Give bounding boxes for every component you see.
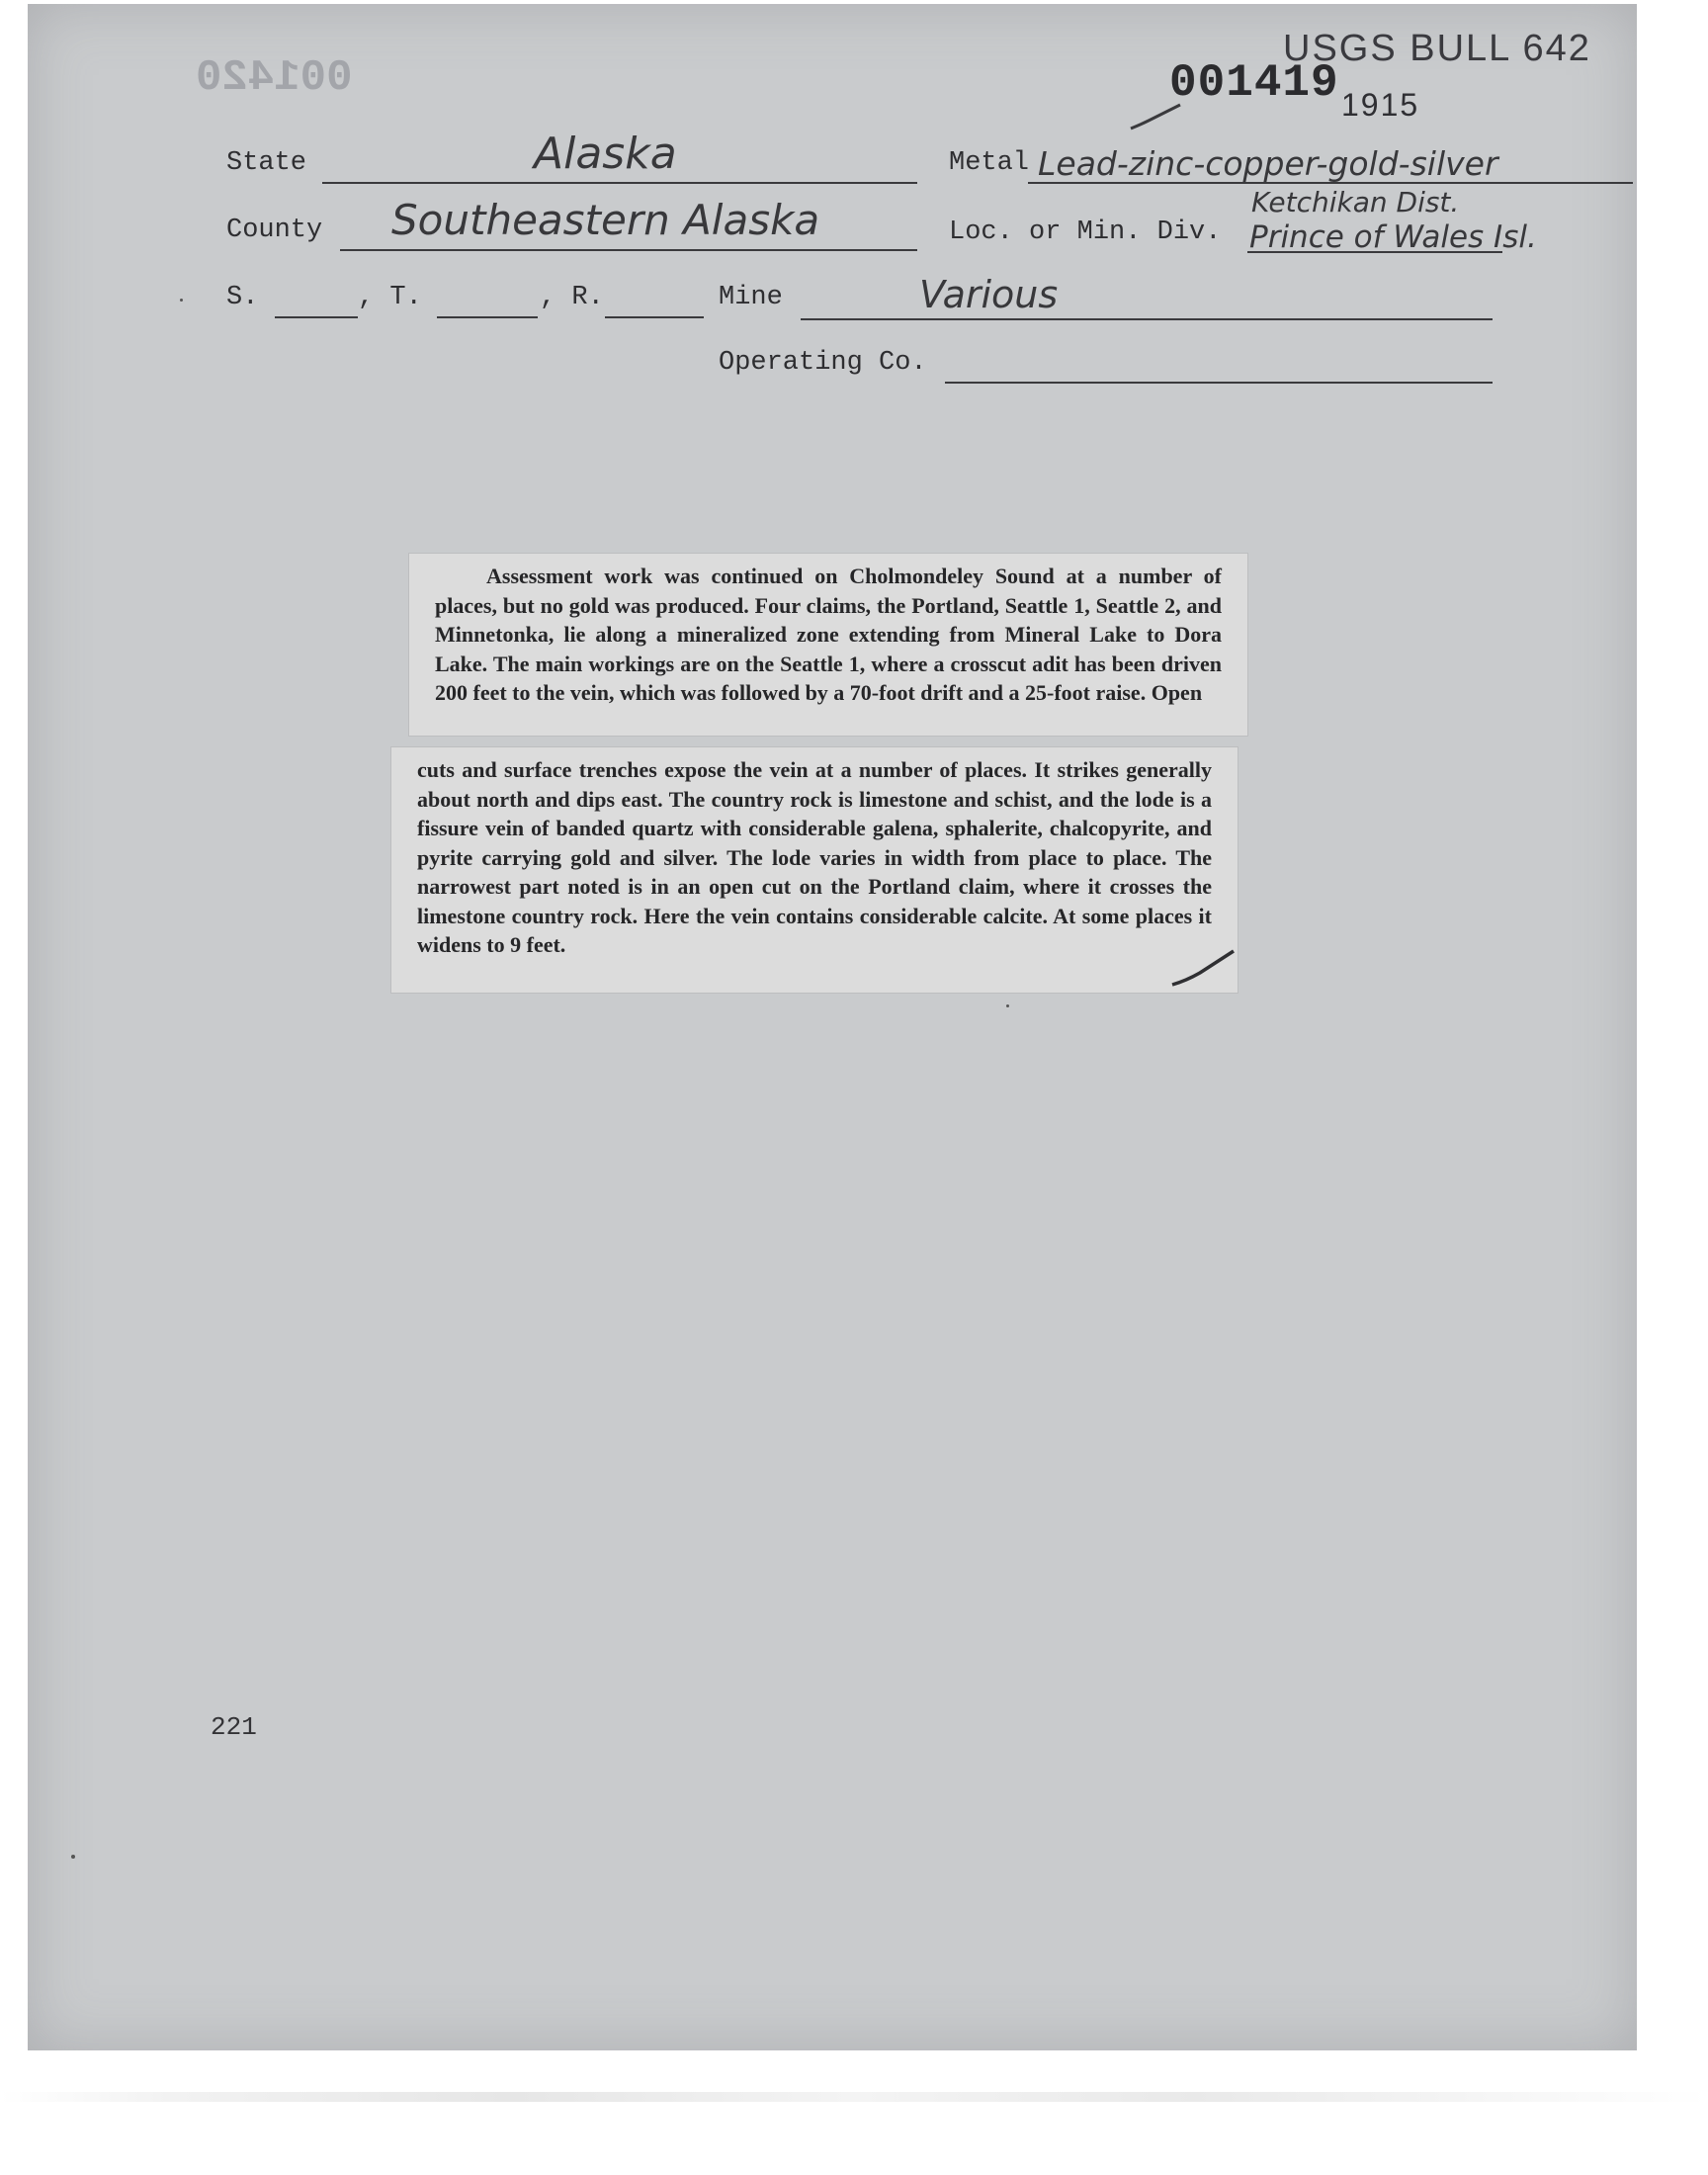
county-value: Southeastern Alaska — [391, 196, 820, 244]
clipping-part-2-text: cuts and surface trenches expose the vein at a number of places. It strikes generally about north and dips east. The country rock is limestone and schist, and the lode is a fissure vein of banded quartz with considerable galena, sphalerite, chalcopyrite, and pyrite carrying gold and silver. The lode varies in width from place to place. The narrowest part noted is in an open cut on the Portland claim, where it crosses the limestone country rock. Here the vein contains considerable calcite. At some places it widens to 9 feet. — [417, 757, 1212, 957]
loc-value-line2: Prince of Wales Isl. — [1249, 219, 1537, 255]
range-underline — [605, 316, 704, 318]
range-label: , R. — [540, 283, 604, 312]
loc-label: Loc. or Min. Div. — [949, 218, 1222, 247]
mine-label: Mine — [719, 283, 783, 312]
clipping-part-1-text: Assessment work was continued on Cholmondeley Sound at a number of places, but no gold was produced. Four claims, the Portland, Seattle 1, Seattle 2, and Minnetonka, lie along a mineralized zone extending from Mineral Lake to Dora Lake. The main workings are on the Seattle 1, where a crosscut adit has been driven 200 feet to the vein, which was followed by a 70-foot drift and a 25-foot raise. Open — [435, 564, 1222, 705]
clipping-part-2 — [391, 747, 1238, 993]
scan-edge-strip — [0, 2092, 1708, 2102]
county-underline — [340, 249, 917, 251]
mine-value: Various — [919, 273, 1059, 316]
section-label: S. — [226, 283, 259, 312]
operating-label: Operating Co. — [719, 348, 927, 378]
record-number: 001419 — [1169, 57, 1339, 109]
operating-underline — [945, 382, 1493, 384]
scan-speck — [1006, 1004, 1009, 1007]
check-mark-icon — [1127, 99, 1186, 138]
metal-label: Metal — [949, 148, 1030, 178]
ghost-record-number: 001420 — [196, 53, 353, 103]
mine-underline — [801, 318, 1493, 320]
loc-value-line1: Ketchikan Dist. — [1251, 186, 1460, 218]
section-underline — [275, 316, 358, 318]
state-underline — [322, 182, 917, 184]
clipping-part-1 — [409, 554, 1247, 736]
scan-speck — [180, 299, 183, 302]
page-number: 221 — [211, 1712, 257, 1742]
township-underline — [437, 316, 538, 318]
county-label: County — [226, 216, 323, 245]
township-label: , T. — [358, 283, 422, 312]
scanned-card — [28, 4, 1637, 2050]
scan-speck — [71, 1855, 75, 1859]
state-value: Alaska — [534, 129, 677, 179]
year: 1915 — [1341, 87, 1420, 123]
check-stroke-icon — [1166, 943, 1239, 993]
bulletin-stamp: USGS BULL 642 — [1283, 28, 1591, 69]
state-label: State — [226, 148, 307, 178]
metal-value: Lead-zinc-copper-gold-silver — [1038, 144, 1498, 183]
